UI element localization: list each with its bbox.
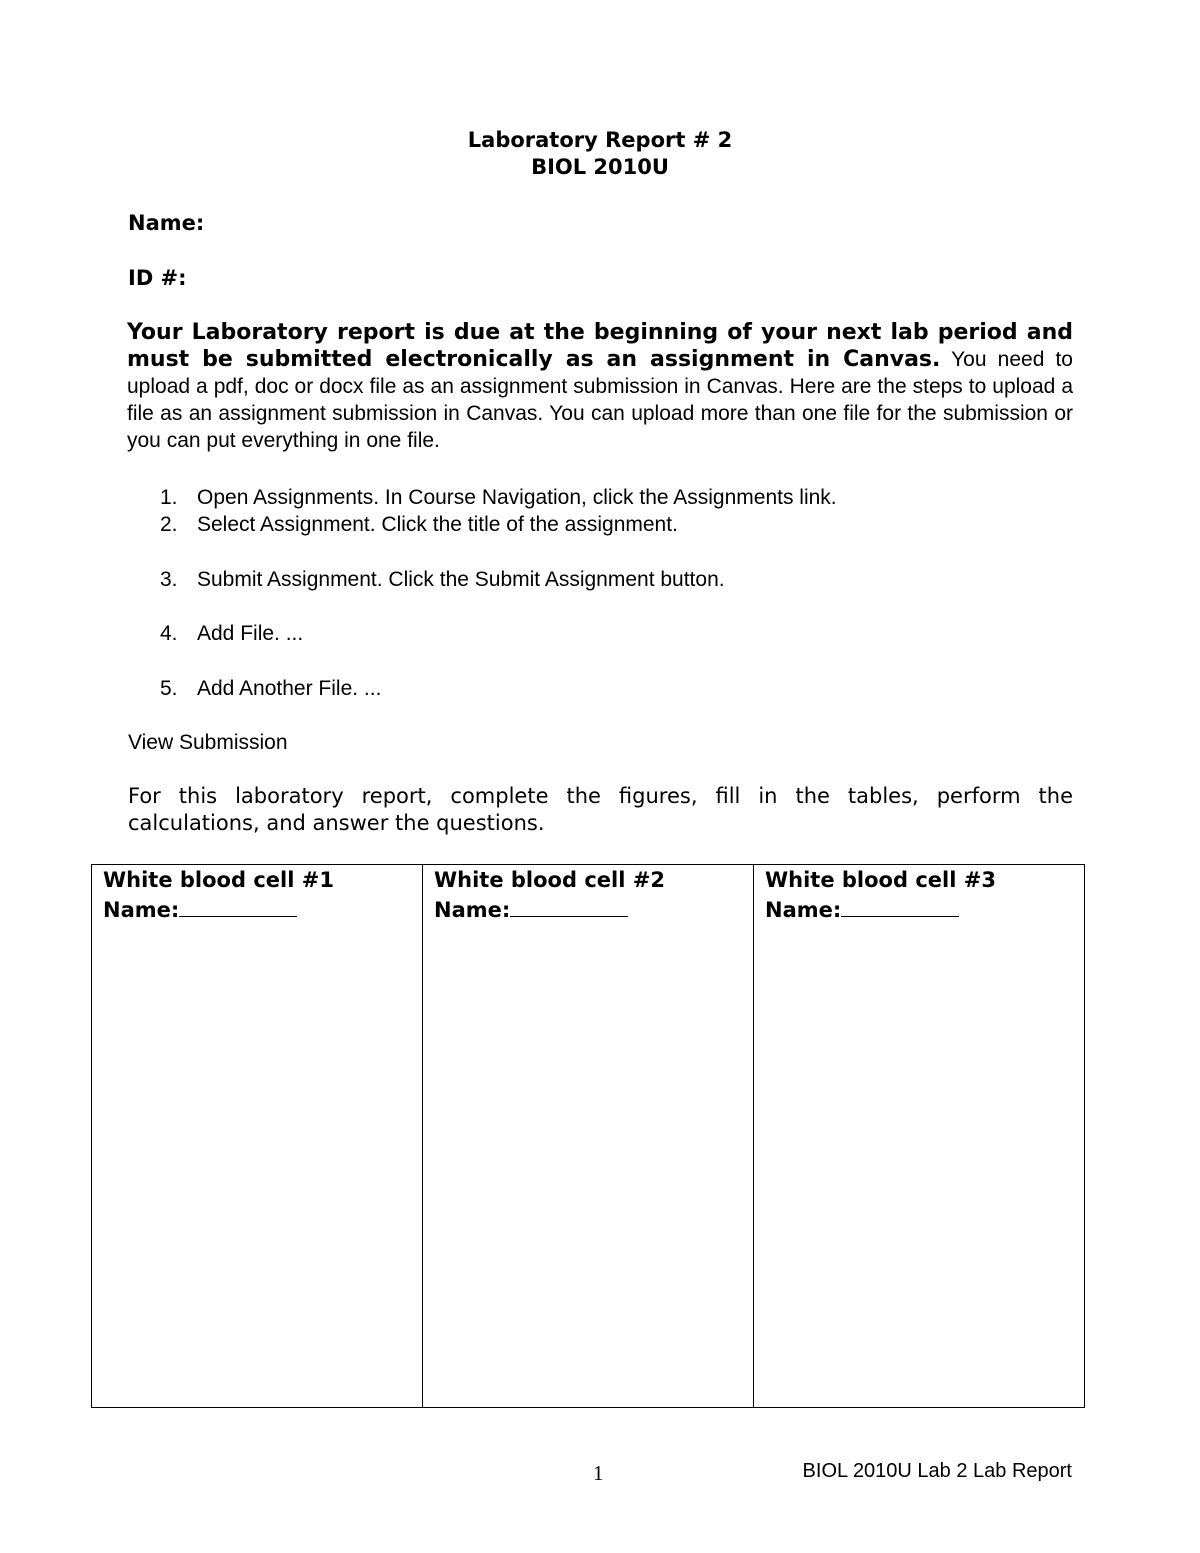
report-instructions: For this laboratory report, complete the figures, fill in the tables, perform the calculations, and answer the questions. (128, 784, 1073, 835)
view-submission-text: View Submission (128, 731, 288, 754)
step-text: Submit Assignment. Click the Submit Assignment button. (197, 568, 725, 591)
report-title: Laboratory Report # 2 (467, 128, 733, 152)
id-label: ID #: (128, 266, 187, 290)
cell-name-label: Name: (765, 898, 842, 922)
cell-name-line (765, 894, 1073, 924)
step-number: 2. (160, 513, 178, 536)
step-number: 5. (160, 677, 178, 700)
cell-2-box[interactable] (423, 865, 754, 1408)
step-text: Select Assignment. Click the title of the assignment. (197, 513, 678, 536)
step-item (160, 566, 725, 593)
cell-name-blank[interactable] (179, 894, 297, 917)
cell-title: White blood cell #2 (434, 868, 665, 892)
due-date-notice: Your Laboratory report is due at the beginning of your next lab period and must be submitted electronically as an assignment in Canvas. (127, 320, 1073, 372)
upload-instructions: You need to upload a pdf, doc or docx file as an assignment submission in Canvas. Here are the steps to upload a file as an assignment submission in Canvas. You can upload more than one file for the submission or you can put everything in one file. (127, 348, 1073, 452)
step-text: Add Another File. ... (197, 677, 382, 700)
footer-text: BIOL 2010U Lab 2 Lab Report (802, 1460, 1072, 1482)
cell-name-line (434, 894, 742, 924)
step-item (160, 511, 678, 538)
cell-title: White blood cell #3 (765, 868, 996, 892)
cell-name-label: Name: (434, 898, 511, 922)
page-number: 1 (593, 1461, 604, 1485)
step-number: 1. (160, 486, 178, 509)
white-blood-cell-table (91, 864, 1085, 1408)
document-title-block (0, 127, 1200, 181)
cell-title: White blood cell #1 (103, 868, 334, 892)
submission-instructions (127, 319, 1073, 454)
cell-name-blank[interactable] (841, 894, 959, 917)
name-label: Name: (128, 211, 205, 235)
cell-name-blank[interactable] (510, 894, 628, 917)
step-item (160, 620, 303, 647)
step-number: 4. (160, 622, 178, 645)
cell-name-label: Name: (103, 898, 180, 922)
cell-3-box[interactable] (754, 865, 1085, 1408)
cell-name-line (103, 894, 411, 924)
step-item (160, 675, 381, 702)
cell-1-box[interactable] (92, 865, 423, 1408)
step-number: 3. (160, 568, 178, 591)
step-text: Open Assignments. In Course Navigation, click the Assignments link. (197, 486, 837, 509)
step-item (160, 484, 837, 511)
step-text: Add File. ... (197, 622, 304, 645)
course-code: BIOL 2010U (531, 155, 669, 179)
table-row (92, 865, 1085, 1408)
